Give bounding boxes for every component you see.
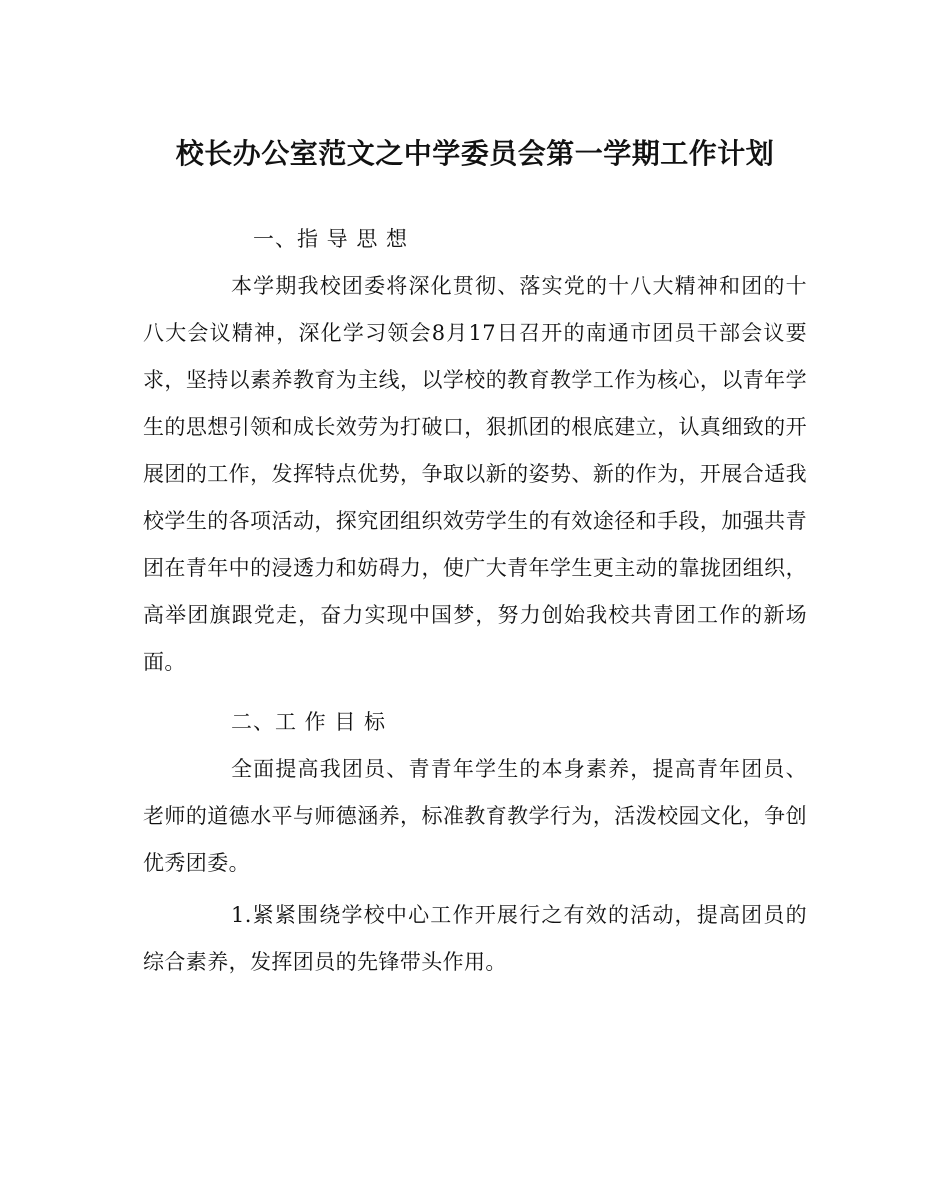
- list-item-paragraph-1: 1.紧紧围绕学校中心工作开展行之有效的活动，提高团员的综合素养，发挥团员的先锋带头作用。: [143, 903, 807, 974]
- section-paragraph-guiding-thought: 本学期我校团委将深化贯彻、落实党的十八大精神和团的十八大会议精神，深化学习领会8月17日召开的南通市团员干部会议要求，坚持以素养教育为主线，以学校的教育教学工作为核心，以青年学生的思想引领和成长效劳为打破口，狠抓团的根底建立，认真细致的开展团的工作，发挥特点优势，争取以新的姿势、新的作为，开展合适我校学生的各项活动，探究团组织效劳学生的有效途径和手段，加强共青团在青年中的浸透力和妨碍力，使广大青年学生更主动的靠拢团组织，高举团旗跟党走，奋力实现中国梦，努力创始我校共青团工作的新场面。: [143, 274, 807, 674]
- section-heading-work-goals: 二、工 作 目 标: [231, 710, 387, 734]
- section-heading-guiding-thought: 一、指 导 思 想: [253, 227, 409, 251]
- document-title: 校长办公室范文之中学委员会第一学期工作计划: [175, 137, 775, 170]
- section-paragraph-work-goals: 全面提高我团员、青青年学生的本身素养，提高青年团员、老师的道德水平与师德涵养，标准教育教学行为，活泼校园文化，争创优秀团委。: [143, 757, 807, 875]
